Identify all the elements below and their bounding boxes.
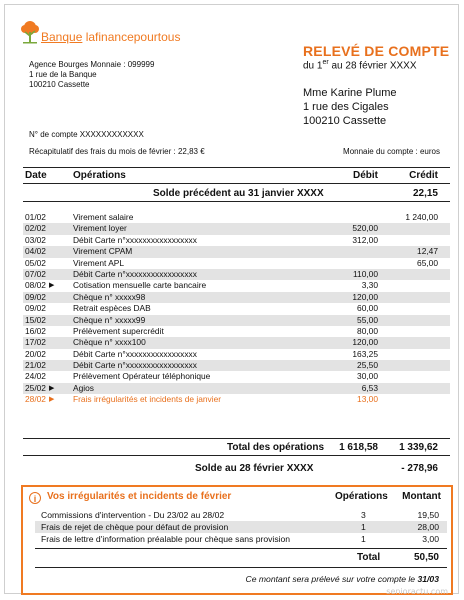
operation-label: Chèque n° xxxx100 <box>73 337 146 348</box>
period-prefix: du 1 <box>303 60 323 72</box>
debit-notice <box>246 574 439 584</box>
operation-debit: 13,00 <box>357 394 378 405</box>
irregularities-total-value: 50,50 <box>413 552 439 563</box>
operation-date: 08/02 <box>25 280 46 291</box>
operation-label: Retrait espèces DAB <box>73 303 151 314</box>
operation-row <box>23 371 450 382</box>
irregularity-label: Frais de lettre d'information préalable pour chèque sans provision <box>41 534 291 544</box>
operation-debit: 3,30 <box>361 280 378 291</box>
totals-debit: 1 618,58 <box>339 442 378 453</box>
totals-row <box>23 438 450 456</box>
operation-date: 09/02 <box>25 303 46 314</box>
totals-label: Total des opérations <box>227 442 325 453</box>
operation-debit: 110,00 <box>353 268 378 279</box>
col-date: Date <box>25 170 47 181</box>
previous-balance-label: Solde précédent au 31 janvier XXXX <box>153 188 324 199</box>
tree-logo-icon <box>19 20 41 44</box>
irregularity-label: Commissions d'intervention - Du 23/02 au 28/02 <box>41 510 225 520</box>
operation-date: 21/02 <box>25 360 46 371</box>
period-suffix: au 28 février XXXX <box>328 60 417 72</box>
period-sup: er <box>322 59 329 66</box>
operation-date: 01/02 <box>25 212 46 222</box>
operation-label: Débit Carte n°xxxxxxxxxxxxxxxxx <box>73 234 197 245</box>
operation-date: 02/02 <box>25 223 46 234</box>
arrow-icon: ▶ <box>49 282 55 290</box>
operation-row <box>23 315 450 326</box>
bank-address <box>29 60 154 90</box>
operation-debit: 120,00 <box>352 337 378 348</box>
account-currency: Monnaie du compte : euros <box>343 147 440 156</box>
operation-label: Prélèvement supercrédit <box>73 325 164 336</box>
irregularity-row <box>35 521 447 533</box>
operation-label: Débit Carte n°xxxxxxxxxxxxxxxxx <box>73 348 197 359</box>
operation-label: Frais irrégularités et incidents de janvier <box>73 394 222 405</box>
operation-date: 07/02 <box>25 268 46 279</box>
fees-recap: Récapitulatif des frais du mois de février : 22,83 € <box>29 147 205 156</box>
debit-notice-date: 31/03 <box>417 574 439 584</box>
col-debit: Débit <box>353 170 378 181</box>
operation-date: 28/02 <box>25 394 46 405</box>
bank-name <box>41 30 180 44</box>
operation-row <box>23 383 450 394</box>
operation-row <box>23 303 450 314</box>
irregularities-col-amount: Montant <box>402 491 441 502</box>
operation-label: Débit Carte n°xxxxxxxxxxxxxxxxx <box>73 268 197 279</box>
col-credit: Crédit <box>409 170 438 181</box>
irregularity-ops: 1 <box>361 522 366 532</box>
previous-balance-row <box>23 187 450 202</box>
operation-row <box>23 326 450 337</box>
operation-label: Virement APL <box>73 257 125 268</box>
operation-label: Débit Carte n°xxxxxxxxxxxxxxxxx <box>73 360 197 371</box>
statement-title: RELEVÉ DE COMPTE <box>303 43 450 59</box>
operation-label: Cotisation mensuelle carte bancaire <box>73 280 207 291</box>
operation-row <box>23 280 450 291</box>
operation-debit: 120,00 <box>352 291 378 302</box>
client-address-line2: 100210 Cassette <box>303 115 387 127</box>
operation-date: 25/02 <box>25 382 46 393</box>
operation-label: Agios <box>73 382 94 393</box>
bank-name-part1: Banque <box>41 30 83 44</box>
operation-debit: 520,00 <box>352 223 378 234</box>
irregularity-row <box>35 533 447 545</box>
operation-date: 24/02 <box>25 371 46 382</box>
operation-row <box>23 394 450 405</box>
irregularities-list <box>35 509 447 545</box>
operation-row <box>23 235 450 246</box>
operation-date: 05/02 <box>25 257 46 268</box>
operation-date: 16/02 <box>25 325 46 336</box>
bank-address-line1: 1 rue de la Banque <box>29 70 97 79</box>
operation-debit: 163,25 <box>352 348 378 359</box>
irregularities-box <box>21 485 453 595</box>
debit-notice-text: Ce montant sera prélevé sur votre compte le <box>245 574 418 584</box>
operation-label: Chèque n° xxxxx99 <box>73 314 146 325</box>
operation-debit: 6,53 <box>361 382 378 393</box>
operation-row <box>23 246 450 257</box>
operation-credit: 65,00 <box>417 257 438 268</box>
irregularities-title: Vos irrégularités et incidents de février <box>47 491 232 502</box>
operation-label: Virement salaire <box>73 212 134 222</box>
totals-credit: 1 339,62 <box>399 442 438 453</box>
operation-date: 04/02 <box>25 246 46 257</box>
operation-debit: 80,00 <box>357 325 378 336</box>
operation-row <box>23 337 450 348</box>
final-balance-row <box>23 461 450 475</box>
operation-date: 09/02 <box>25 291 46 302</box>
irregularities-total-row <box>35 548 447 568</box>
operation-debit: 30,00 <box>357 371 378 382</box>
operation-row <box>23 349 450 360</box>
operation-date: 15/02 <box>25 314 46 325</box>
operation-debit: 55,00 <box>357 314 378 325</box>
bank-address-line2: 100210 Cassette <box>29 80 90 89</box>
operation-row <box>23 223 450 234</box>
operation-label: Chèque n° xxxxx98 <box>73 291 146 302</box>
operation-row <box>23 212 450 223</box>
irregularities-total-label: Total <box>357 552 381 563</box>
operation-debit: 25,50 <box>357 360 378 371</box>
arrow-icon: ▶ <box>49 384 55 392</box>
irregularity-label: Frais de rejet de chèque pour défaut de provision <box>41 522 229 532</box>
operation-credit: 12,47 <box>417 246 438 257</box>
operation-row <box>23 292 450 303</box>
operation-debit: 312,00 <box>352 234 378 245</box>
col-operations: Opérations <box>73 170 126 181</box>
operation-date: 17/02 <box>25 337 46 348</box>
irregularity-ops: 1 <box>361 534 366 544</box>
statement-period <box>303 59 417 71</box>
operations-list <box>23 212 450 406</box>
operation-row <box>23 269 450 280</box>
irregularity-row <box>35 509 447 521</box>
arrow-icon: ▶ <box>49 396 55 404</box>
bank-agency: Agence Bourges Monnaie : 099999 <box>29 60 155 69</box>
operation-date: 03/02 <box>25 234 46 245</box>
info-icon: i <box>29 492 41 504</box>
client-address-line1: 1 rue des Cigales <box>303 101 389 113</box>
previous-balance-value: 22,15 <box>412 188 438 199</box>
bank-name-part2: lafinancepourtous <box>85 30 181 44</box>
operation-credit: 1 240,00 <box>405 212 438 222</box>
account-number: N° de compte XXXXXXXXXXXX <box>29 130 144 139</box>
irregularity-ops: 3 <box>361 510 366 520</box>
table-header <box>23 167 450 184</box>
client-name: Mme Karine Plume <box>303 87 397 99</box>
irregularity-amount: 19,50 <box>417 510 439 520</box>
irregularities-col-ops: Opérations <box>335 491 388 502</box>
client-address <box>303 86 397 128</box>
operation-label: Virement CPAM <box>73 246 133 257</box>
bank-statement <box>4 4 459 594</box>
irregularity-amount: 3,00 <box>422 534 439 544</box>
final-balance-value: - 278,96 <box>401 463 438 474</box>
final-balance-label: Solde au 28 février XXXX <box>195 463 314 474</box>
operation-label: Prélèvement Opérateur téléphonique <box>73 371 211 382</box>
operation-date: 20/02 <box>25 348 46 359</box>
watermark: senioractu.com <box>386 587 448 596</box>
operation-row <box>23 258 450 269</box>
operation-label: Virement loyer <box>73 223 127 234</box>
operation-debit: 60,00 <box>357 303 378 314</box>
operation-row <box>23 360 450 371</box>
irregularity-amount: 28,00 <box>417 522 439 532</box>
